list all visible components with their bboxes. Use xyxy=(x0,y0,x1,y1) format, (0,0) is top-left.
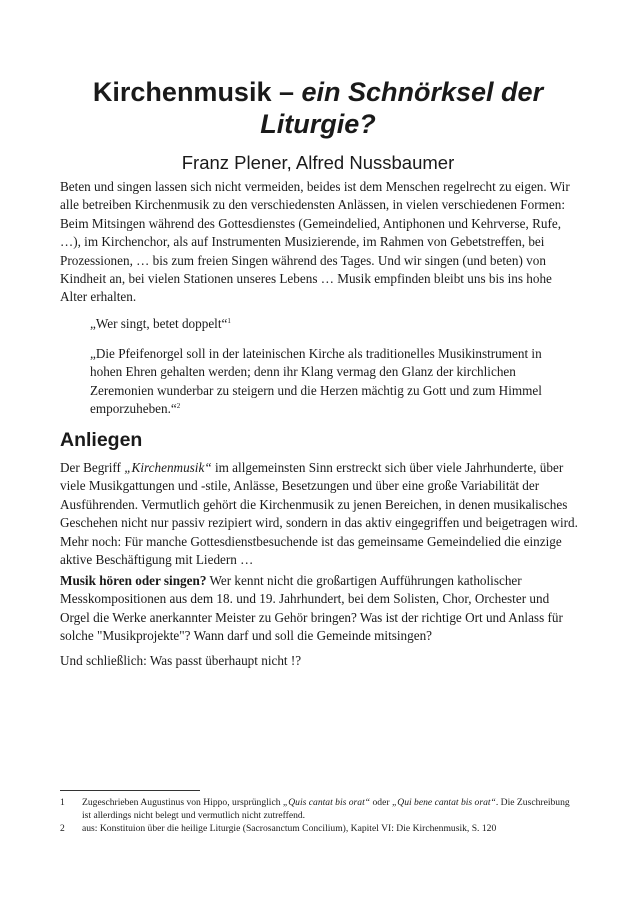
footnote-1 xyxy=(60,797,580,822)
paragraph-lead-bold: Musik hören oder singen? xyxy=(60,573,207,588)
footnote-number: 2 xyxy=(60,823,65,834)
footnote-2 xyxy=(60,823,580,836)
authors-line: Franz Plener, Alfred Nussbaumer xyxy=(181,152,455,173)
paragraph-text: Der Begriff xyxy=(60,460,125,475)
footnote-number: 1 xyxy=(60,797,65,808)
quote-pfeifenorgel xyxy=(90,345,550,419)
footnote-ref[interactable]: 1 xyxy=(227,317,231,325)
footnote-text-part: Zugeschrieben Augustinus von Hippo, ursprünglich xyxy=(82,797,283,808)
body-paragraph xyxy=(60,572,580,646)
body-paragraph: Und schließlich: Was passt überhaupt nicht !? xyxy=(60,653,302,668)
footnote-text-part: . Die Zuschreibung ist allerdings nicht belegt und vermutlich nicht zutreffend. xyxy=(82,797,570,821)
latin-quote: „Qui bene cantat bis orat“ xyxy=(391,797,496,808)
body-paragraph xyxy=(60,459,580,569)
footnote-text: aus: Konstituion über die heilige Liturgie (Sacrosanctum Concilium), Kapitel VI: Die Kirchenmusik, S. 120 xyxy=(82,823,497,834)
quote-augustinus xyxy=(90,315,550,333)
section-heading: Anliegen xyxy=(60,429,143,451)
emphasized-term: „Kirchenmusik“ xyxy=(124,460,212,475)
footnote-ref[interactable]: 2 xyxy=(176,402,181,411)
paragraph-text: im allgemeinsten Sinn erstreckt sich über viele Jahrhunderte, über viele Musikgattungen und -stile, Anlässe, Besetzungen und über eine große Variabilität der Ausführenden. Vermutlich gehört die Kirchenmusik zu jenen Bereichen, in denen musikalisches Geschehen nicht nur passiv rezipiert wird, sondern in das aktiv eingegriffen und beigetragen wird. Mehr noch: Für manche Gottesdienstbesuchende ist das gemeinsame Gemeindelied die einzige aktive Beschäftigung mit Liedern … xyxy=(60,460,578,568)
footnote-text-part: oder xyxy=(370,797,392,808)
footnote-text xyxy=(82,797,580,822)
document-title xyxy=(40,76,596,140)
paragraph-text: Wer kennt nicht die großartigen Aufführungen katholischer Messkompositionen aus dem 18. und 19. Jahrhundert, bei dem Solisten, Chor, Orchester und Orgel die Werke anerkannter Meister zu Gehör bringen? Was ist der richtige Ort und Anlass für solche "Musikprojekte"? Wann darf und soll die Gemeinde mitsingen? xyxy=(60,573,563,644)
latin-quote: „Quis cantat bis orat“ xyxy=(282,797,371,808)
title-italic: ein Schnörksel der Liturgie? xyxy=(260,77,544,139)
intro-paragraph: Beten und singen lassen sich nicht vermeiden, beides ist dem Menschen regelrecht zu eigen. Wir alle betreiben Kirchenmusik zu den verschiedensten Anlässen, in vielen verschiedenen Formen: Beim Mitsingen während des Gottesdienstes (Gemeindelied, Antiphonen und Kehrverse, Rufe, …), im Kirchenchor, als auf Instrumenten Musizierende, im Rahmen von Gebetstreffen, bei Prozessionen, … bis zum freien Singen während des Tages. Und wir singen (und beten) von Kindheit an, bei vielen Stationen unseres Lebens … Musik empfinden bleibt uns bis ins hohe Alter erhalten. xyxy=(60,179,570,305)
quote-text: „Die Pfeifenorgel soll in der lateinischen Kirche als traditionelles Musikinstrument in hohen Ehren gehalten werden; denn ihr Klang vermag den Glanz der kirchlichen Zeremonien wunderbar zu steigern und die Herzen mächtig zu Gott und zum Himmel emporzuheben.“ xyxy=(90,346,542,417)
title-plain: Kirchenmusik – xyxy=(92,77,302,107)
quote-text: „Wer singt, betet doppelt“ xyxy=(90,316,228,331)
footnote-divider xyxy=(60,790,200,791)
